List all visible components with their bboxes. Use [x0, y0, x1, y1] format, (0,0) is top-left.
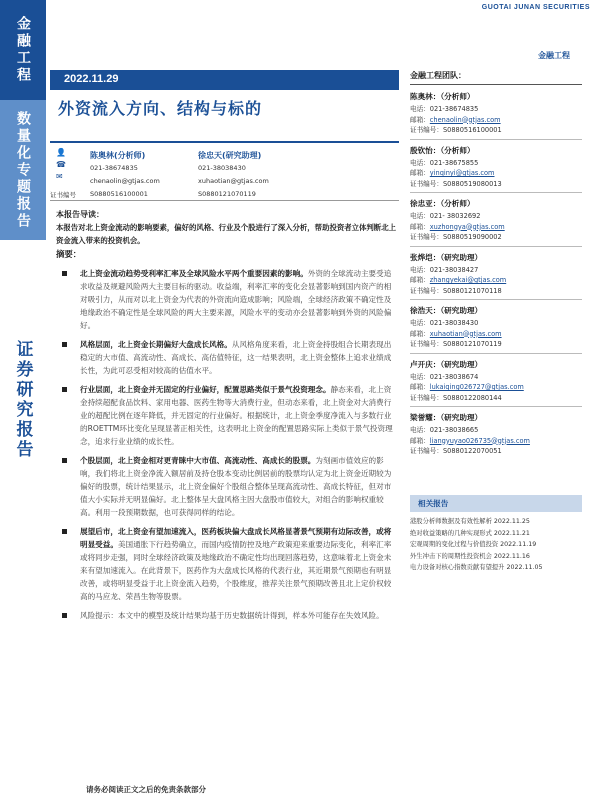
guide-text: 本报告对北上资金流动的影响要素，偏好的风格、行业及个股进行了深入分析，帮助投资者立体判断北上资金流入带来的投资机会。: [56, 223, 396, 245]
band-segment-top: [0, 0, 46, 100]
member-separator: [410, 353, 582, 354]
logo-text: GUOTAI JUNAN SECURITIES: [481, 3, 590, 11]
team-member: [410, 91, 582, 140]
member-email-link[interactable]: liangyuyao026735@gtjas.com: [429, 436, 530, 445]
member-email-row: [410, 382, 582, 393]
title-divider: [50, 141, 399, 143]
team-divider: [410, 84, 582, 85]
analyst-2-email[interactable]: xuhaotian@gtjas.com: [198, 177, 269, 185]
member-separator: [410, 246, 582, 247]
top-banner: [46, 0, 600, 60]
member-email-row: [410, 275, 582, 286]
band-label-report-type: 数量化专题报告: [15, 110, 31, 230]
summary-bullet: [56, 525, 396, 603]
team-member: [410, 145, 582, 194]
related-list: [410, 512, 582, 574]
related-report-link[interactable]: 宏观周期的变化过程与价值投资 2022.11.19: [410, 541, 537, 548]
member-separator: [410, 406, 582, 407]
industry-label: 金融工程: [538, 51, 570, 60]
member-name: 卢开庆：（研究助理）: [410, 359, 483, 369]
bullet-text: 为刻画市值效应的影响，我们将北上资金净流入额居前及持仓股本变动比例居前的股票均认定为北上资金近期较为偏好的股票，统计结果显示，北上资金偏好个股组合整体呈现高流动性、高成长特征，但对市值大小实际并无明显偏好。北上整体呈大盘风格主因大盘股市值较大，对组合的影响权重较高。利用一段预期数据，也可获得同样的结论。: [80, 456, 392, 517]
member-phone: 电话：021-38674835: [410, 105, 479, 113]
related-reports: [410, 495, 582, 574]
brand-logo: [410, 0, 590, 14]
member-email-row: [410, 168, 582, 179]
team-sidebar: [410, 70, 582, 462]
analyst-block: [50, 146, 399, 202]
member-phone: 电话：021-38038665: [410, 426, 479, 434]
email-label: 邮箱：: [410, 276, 430, 284]
analyst-1-phone: 021-38674835: [90, 164, 138, 172]
analyst-1-name: 陈奥林(分析师): [90, 151, 146, 160]
email-label: 邮箱：: [410, 222, 430, 231]
band-label-securities: 证券研究报告: [12, 340, 33, 460]
member-name: 徐忠亚：（分析师）: [410, 199, 475, 208]
email-icon: ✉: [56, 172, 63, 181]
member-name: 梁誉耀：（研究助理）: [410, 413, 483, 422]
member-phone: 电话：021- 38032692: [410, 212, 481, 220]
bullet-text: 从风格角度来看，北上资金持股组合长期表现出稳定的大市值、高流动性、高成长、高估值特征，这一结果表明，北上资金整体上追求业绩成长性，为此可忍受相对较高的估值水平。: [80, 340, 392, 375]
email-label: 邮箱：: [410, 329, 430, 338]
risk-warning-text: 风险提示：本文中的模型及统计结果均基于历史数据统计得到，样本外可能存在失效风险。: [80, 611, 384, 620]
member-name: 徐浩天：（研究助理）: [410, 306, 483, 315]
related-heading: 相关报告: [410, 495, 582, 512]
summary-title: 摘要：: [56, 249, 82, 259]
member-cert: 证书编号：S0880122080144: [410, 393, 502, 402]
cert-label: 证书编号: [50, 191, 76, 199]
member-email-link[interactable]: yinqinyi@gtjas.com: [429, 169, 495, 177]
bullet-lead: 风格层面，北上资金长期偏好大盘成长风格。: [80, 340, 232, 349]
member-cert: 证书编号：S0880122070051: [410, 447, 502, 455]
member-email-link[interactable]: lukaiqing026727@gtjas.com: [429, 383, 524, 391]
member-name: 张烨垲：（研究助理）: [410, 252, 483, 262]
report-date: 2022.11.29: [64, 73, 119, 85]
person-icon: 👤: [56, 148, 66, 157]
member-name: 陈奥林：（分析师）: [410, 92, 475, 101]
related-report-link[interactable]: 港股分析师数据及有效性解析 2022.11.25: [410, 518, 530, 525]
analyst-2-name: 徐忠天(研究助理): [198, 151, 262, 160]
analyst-1-cert: S0880516100001: [90, 190, 148, 198]
member-email-row: [410, 115, 582, 126]
team-member: [410, 198, 582, 247]
report-title: 外资流入方向、结构与标的: [58, 99, 263, 118]
summary-bullet: [56, 338, 396, 377]
band-label-finance: 金融工程: [15, 16, 31, 84]
member-cert: 证书编号：S0880121070119: [410, 340, 502, 348]
bullet-marker: [62, 529, 67, 534]
member-email-link[interactable]: chenaolin@gtjas.com: [429, 115, 501, 124]
bullet-marker: [62, 342, 67, 347]
related-report-link[interactable]: 绝对收益策略的几种实现形式 2022.11.21: [410, 529, 530, 537]
guide-title: 本报告导读：: [56, 210, 104, 219]
analyst-1-email[interactable]: chenaolin@gtjas.com: [90, 177, 160, 185]
analyst-icons: [56, 148, 70, 184]
member-email-row: [410, 436, 582, 447]
email-label: 邮箱：: [410, 383, 430, 391]
left-side-band: [0, 0, 46, 800]
bullet-marker: [62, 613, 67, 618]
phone-icon: ☎: [56, 160, 66, 169]
summary-bullet: [56, 454, 396, 519]
bullet-marker: [62, 271, 67, 276]
member-email-row: [410, 329, 582, 340]
member-cert: 证书编号：S0880121070118: [410, 286, 502, 295]
member-cert: 证书编号：S0880519090002: [410, 233, 502, 241]
bullet-lead: 个股层面，北上资金相对更青睐中大市值、高流动性、高成长的股票。: [80, 456, 316, 465]
member-phone: 电话：021-38038430: [410, 319, 479, 327]
bullet-lead: 行业层面，北上资金并无固定的行业偏好，配置思路类似于景气投资理念。: [80, 385, 331, 394]
member-email-link[interactable]: xuhaotian@gtjas.com: [429, 329, 502, 338]
bullet-text: 美国通胀下行趋势确立，而国内疫情防控及地产政策迎来重要边际变化，利率汇率或将同步走强，同时全球经济政策及地缘政治不确定性均出现回落趋势，这意味着北上资金未来有望加速流入。在此背景下，医药作为大盘成长风格的代表行业，其近期景气预期也有明显改善，或将明显受益于北上资金流入趋势，个股维度，推荐关注景气预期改善且北上定价权较高的马应龙、荣昌生物等股票。: [80, 540, 392, 601]
date-bar: [50, 70, 399, 90]
team-member: [410, 359, 582, 408]
bullet-text: 静态来看，北上资金持续超配食品饮料、家用电器、医药生物等大消费行业，但动态来看，北上资金对大消费行业的超配比例在逐年降低，并无固定的行业偏好。根据统计，北上资金季度净流入与多数行业的ROETTM环比变化呈现显著正相关性，这表明北上资金的配置思路实际上类似于景气投资理念，追求行业业绩的成长性。: [80, 385, 393, 446]
analyst-2-phone: 021-38038430: [198, 164, 246, 172]
member-name: 殷钦怡：（分析师）: [410, 145, 475, 155]
summary-bullet: [56, 383, 396, 448]
disclaimer-footer: 请务必阅读正文之后的免责条款部分: [86, 785, 206, 794]
band-segment-middle: [0, 100, 46, 240]
report-body: [56, 208, 396, 622]
bullet-text: 外资的全球流动主要受追求收益及规避风险两大主要目标的驱动。收益端，利率汇率的变化会显著影响到国内资产的相对吸引力，从而对以北上资金为代表的外资流向造成影响；风险端，全球经济政策不确定性及地缘政治不确定性是全球风险的两大主要来源，风险水平的变动亦会显著影响到外资的风险偏好。: [80, 269, 392, 330]
summary-bullet: [56, 609, 396, 622]
member-email-link[interactable]: xuzhongya@gtjas.com: [429, 222, 505, 231]
bullet-marker: [62, 458, 67, 463]
related-report-link[interactable]: 外生冲击下的周期性投资机会 2022.11.16: [410, 552, 530, 560]
member-separator: [410, 139, 582, 140]
summary-bullet: [56, 267, 396, 332]
member-cert: 证书编号：S0880516100001: [410, 126, 502, 134]
band-segment-bottom: [0, 300, 46, 500]
member-phone: 电话：021-38038427: [410, 265, 479, 274]
member-separator: [410, 192, 582, 193]
team-heading: 金融工程团队：: [410, 71, 466, 80]
team-member: [410, 305, 582, 354]
bullet-lead: 展望后市，北上资金有望加速流入，医药板块偏大盘成长风格显著景气预期有边际改善，或将明显受益。: [80, 527, 392, 549]
member-separator: [410, 299, 582, 300]
bullet-lead: 北上资金流动趋势受利率汇率及全球风险水平两个重要因素的影响。: [80, 269, 308, 278]
member-email-row: [410, 222, 582, 233]
member-phone: 电话：021-38038674: [410, 372, 479, 381]
member-cert: 证书编号：S0880519080013: [410, 179, 502, 188]
member-phone: 电话：021-38675855: [410, 158, 479, 167]
analyst-2-cert: S0880121070119: [198, 190, 256, 198]
email-label: 邮箱：: [410, 436, 430, 445]
related-report-link[interactable]: 电力设备对核心指数贡献有望提升 2022.11.05: [410, 564, 543, 571]
analyst-divider: [50, 200, 399, 201]
bullet-marker: [62, 387, 67, 392]
member-email-link[interactable]: zhangyekai@gtjas.com: [429, 276, 507, 284]
team-member: [410, 412, 582, 457]
email-label: 邮箱：: [410, 115, 430, 124]
email-label: 邮箱：: [410, 169, 430, 177]
team-member: [410, 252, 582, 301]
